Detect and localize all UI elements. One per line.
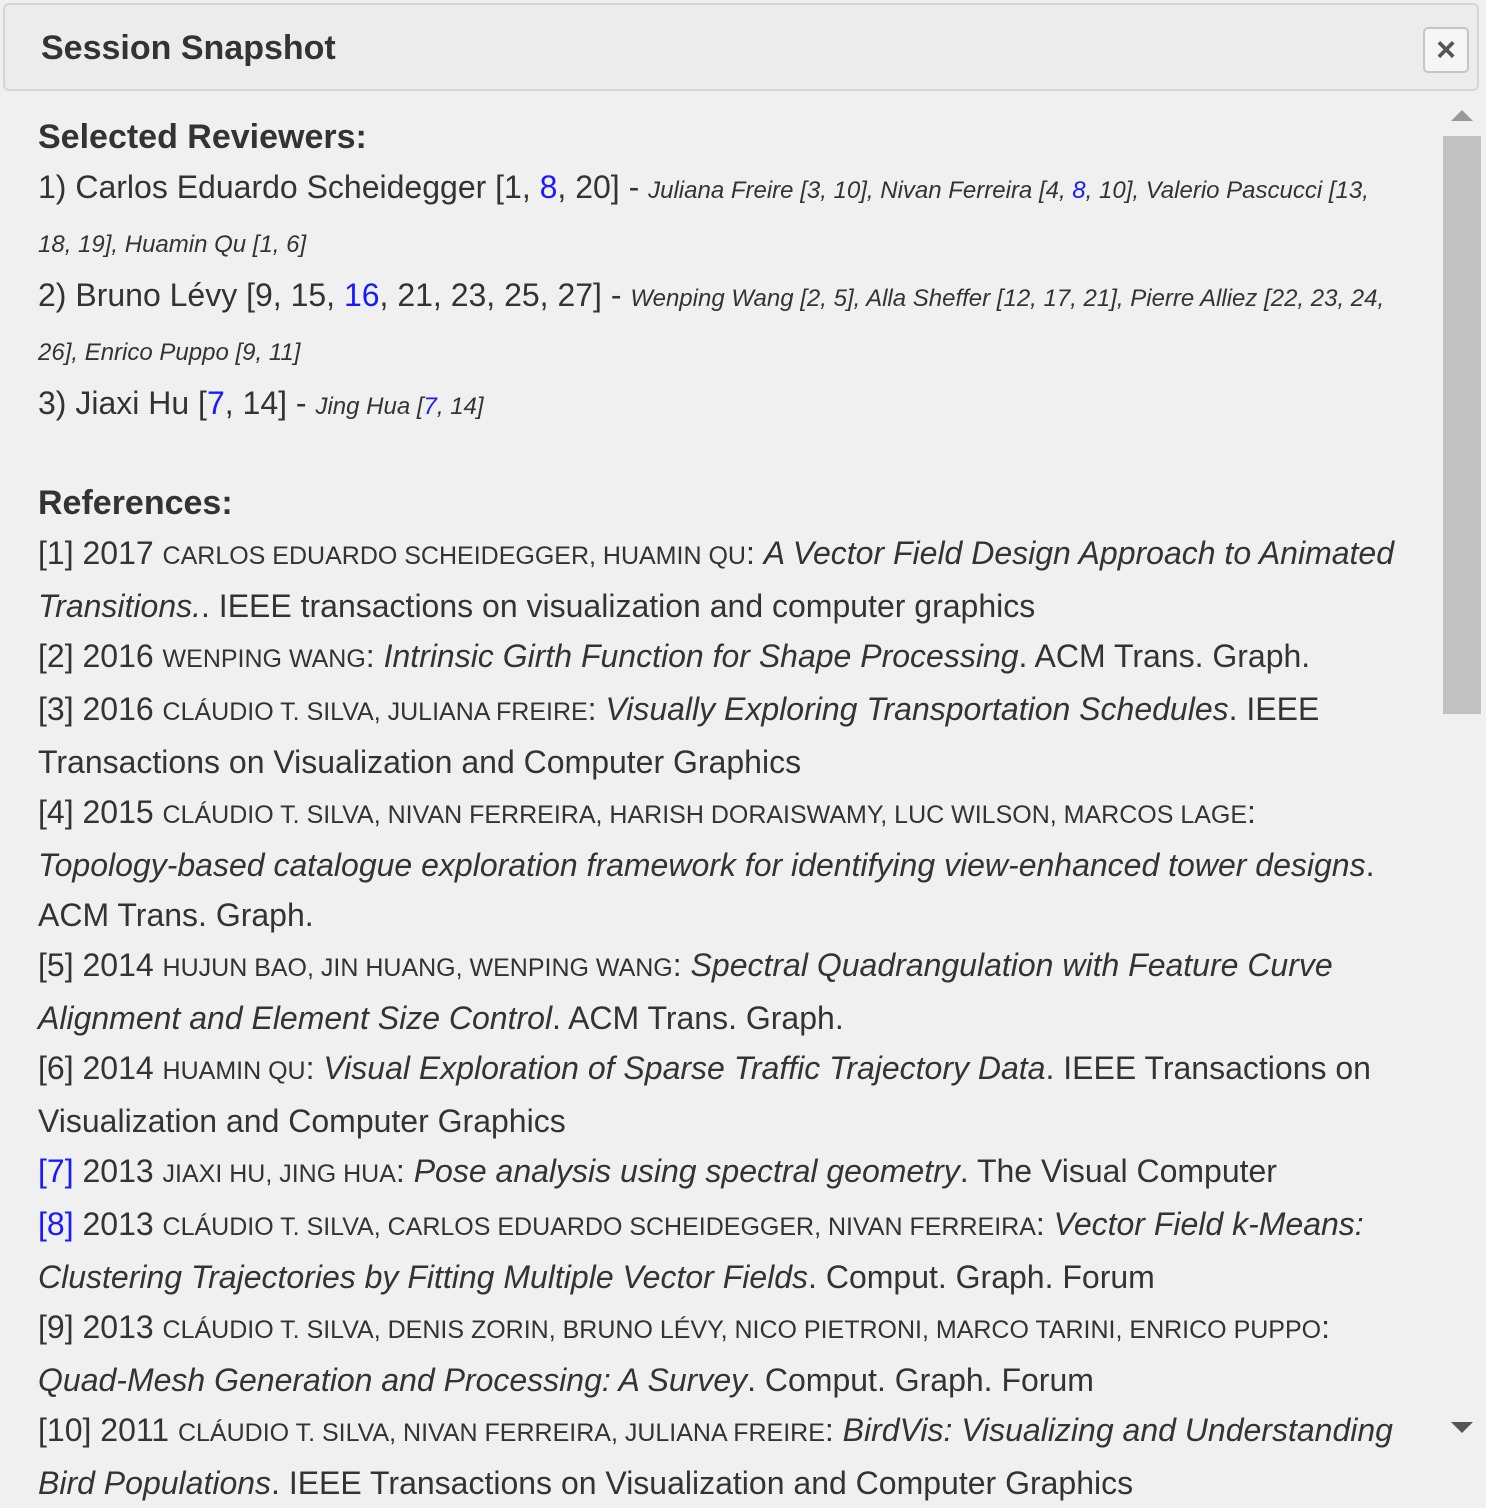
reviewers-heading: Selected Reviewers: — [38, 118, 367, 156]
references-heading: References: — [38, 484, 233, 522]
reference-9-cont: Quad-Mesh Generation and Processing: A Survey. Comput. Graph. Forum — [38, 1362, 1094, 1398]
reviewer-1-cont: 18, 19], Huamin Qu [1, 6] — [38, 231, 307, 258]
dialog-title-bar[interactable] — [3, 3, 1479, 91]
reference-3-cont: Transactions on Visualization and Computer Graphics — [38, 744, 802, 780]
reference-4-cont: Topology-based catalogue exploration framework for identifying view-enhanced tower designs. — [38, 847, 1375, 883]
reviewer-3-coauthor-ref-link[interactable]: 7 — [423, 393, 437, 420]
reference-6: [6] 2014 HUAMIN QU: Visual Exploration of Sparse Traffic Trajectory Data. IEEE Transactions on — [38, 1050, 1371, 1086]
reference-1-cont: Transitions.. IEEE transactions on visualization and computer graphics — [38, 588, 1036, 624]
reference-2: [2] 2016 WENPING WANG: Intrinsic Girth Function for Shape Processing. ACM Trans. Graph. — [38, 638, 1311, 674]
reviewer-1-coauthor-ref-link[interactable]: 8 — [1072, 177, 1086, 204]
dialog-content[interactable] — [38, 112, 1398, 1501]
reference-6-cont: Visualization and Computer Graphics — [38, 1103, 566, 1139]
reference-10-cont: Bird Populations. IEEE Transactions on Visualization and Computer Graphics — [38, 1465, 1134, 1501]
scroll-up-arrow-icon[interactable] — [1451, 110, 1473, 121]
reference-7-link[interactable]: [7] — [38, 1153, 74, 1189]
reference-3: [3] 2016 CLÁUDIO T. SILVA, JULIANA FREIRE: Visually Exploring Transportation Schedules. IEEE — [38, 691, 1320, 727]
scrollbar-thumb[interactable] — [1443, 136, 1481, 714]
reviewer-1-coauthors: Juliana Freire [3, 10], Nivan Ferreira [4, 8, 10], Valerio Pascucci [13, — [648, 177, 1369, 204]
scroll-down-arrow-icon[interactable] — [1451, 1422, 1473, 1433]
reference-4-cont2: ACM Trans. Graph. — [38, 897, 314, 933]
reviewer-1-ref-link[interactable]: 8 — [539, 169, 558, 205]
reference-7: [7] 2013 JIAXI HU, JING HUA: Pose analysis using spectral geometry. The Visual Computer — [38, 1153, 1277, 1189]
reviewer-2-cont: 26], Enrico Puppo [9, 11] — [38, 339, 301, 366]
reference-4: [4] 2015 CLÁUDIO T. SILVA, NIVAN FERREIRA, HARISH DORAISWAMY, LUC WILSON, MARCOS LAGE: — [38, 794, 1256, 830]
reviewer-1: 1) Carlos Eduardo Scheidegger [1, 8, 20] - Juliana Freire [3, 10], Nivan Ferreira [4, 8, 10], Valerio Pascucci [13, — [38, 169, 1369, 205]
reference-9: [9] 2013 CLÁUDIO T. SILVA, DENIS ZORIN, BRUNO LÉVY, NICO PIETRONI, MARCO TARINI, ENRICO PUPPO: — [38, 1309, 1330, 1345]
reference-5-cont: Alignment and Element Size Control. ACM Trans. Graph. — [38, 1000, 844, 1036]
reference-10: [10] 2011 CLÁUDIO T. SILVA, NIVAN FERREIRA, JULIANA FREIRE: BirdVis: Visualizing and Understanding — [38, 1412, 1393, 1448]
reviewer-2: 2) Bruno Lévy [9, 15, 16, 21, 23, 25, 27] - Wenping Wang [2, 5], Alla Sheffer [12, 17, 21], Pierre Alliez [22, 23, 24, — [38, 277, 1385, 313]
reviewer-2-coauthors: Wenping Wang [2, 5], Alla Sheffer [12, 17, 21], Pierre Alliez [22, 23, 24, — [630, 285, 1385, 312]
reviewer-3: 3) Jiaxi Hu [7, 14] - Jing Hua [7, 14] — [38, 385, 484, 421]
reference-5: [5] 2014 HUJUN BAO, JIN HUANG, WENPING WANG: Spectral Quadrangulation with Feature Curve — [38, 947, 1333, 983]
reviewer-3-coauthors: Jing Hua [7, 14] — [315, 393, 484, 420]
reference-8-cont: Clustering Trajectories by Fitting Multiple Vector Fields. Comput. Graph. Forum — [38, 1259, 1155, 1295]
reviewer-3-ref-link[interactable]: 7 — [206, 385, 225, 421]
reference-1: [1] 2017 CARLOS EDUARDO SCHEIDEGGER, HUAMIN QU: A Vector Field Design Approach to Animated — [38, 535, 1394, 571]
reviewer-2-ref-link[interactable]: 16 — [343, 277, 380, 313]
close-button[interactable] — [1423, 27, 1469, 73]
close-icon: × — [1436, 31, 1456, 69]
reference-8: [8] 2013 CLÁUDIO T. SILVA, CARLOS EDUARDO SCHEIDEGGER, NIVAN FERREIRA: Vector Field k-Means: — [38, 1206, 1364, 1242]
dialog-title: Session Snapshot — [41, 29, 336, 67]
reference-8-link[interactable]: [8] — [38, 1206, 74, 1242]
